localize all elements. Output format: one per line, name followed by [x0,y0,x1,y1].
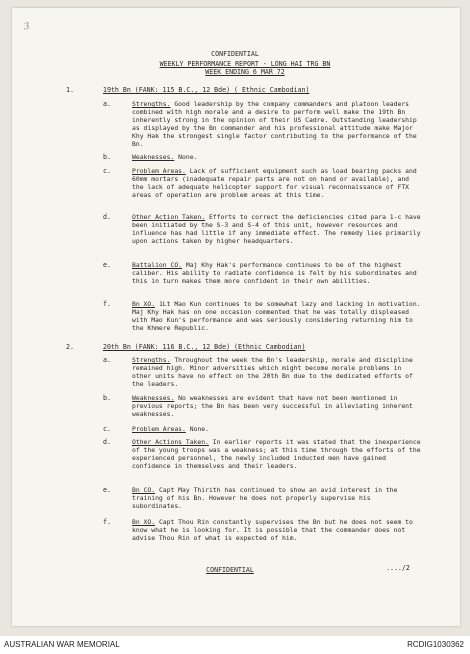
item-title: Other Action Taken. [132,213,206,221]
item-paragraph [132,300,422,332]
archive-footer [0,636,470,654]
item-text: In earlier reports it was stated that the inexperience of the young troops was a weakness; at this time through the efforts of the experienced personnel, the newly included inducted men have gained confidence in themselves and their leaders. [132,438,421,470]
item-label: a. [103,100,111,108]
item-text: Maj Khy Hak's performance continues to be of the highest caliber. His ability to radiate confidence is felt by his subordinates and this in turn makes them more confident in their own abilities. [132,261,417,285]
item-title: Problem Areas. [132,425,186,433]
item-title: Battalion CO. [132,261,183,269]
item-title: Other Actions Taken. [132,438,209,446]
item-title: Strengths. [132,356,171,364]
item-paragraph [132,394,422,418]
item-label: f. [103,518,111,526]
item-text: Capt Thou Rin constantly supervises the Bn but he does not seem to know what he is looking for. It is possible that the commander does not advise Thou Rin of what is expected of him. [132,518,413,542]
classification-header: CONFIDENTIAL [211,50,259,58]
section-number: 2. [66,343,74,351]
item-paragraph [132,213,422,245]
item-paragraph [132,261,422,285]
item-title: Bn XO. [132,300,156,308]
item-paragraph [132,438,422,470]
item-label: e. [103,261,111,269]
item-text: No weaknesses are evident that have not been mentioned in previous reports; the Bn has been very successful in alleviating inherent weaknesses. [132,394,413,418]
item-paragraph [132,356,422,388]
item-text: Efforts to correct the deficiencies cited para 1-c have been initiated by the S-3 and S-4 of this unit, however resources and influence has had little if any immediate effect. The remedy lies primarily upon actions taken by higher headquarters. [132,213,421,245]
item-text: Good leadership by the company commanders and platoon leaders combined with high morale and a desire to perform well make the 19th Bn inherently strong in the opinion of their US Cadre. Outstanding leadership as displayed by the Bn commander and his professional attitude make Major Khy Hak the strongest single factor contributing to the performance of the Bn. [132,100,417,148]
item-text: None. [174,153,198,161]
item-label: f. [103,300,111,308]
item-text: 1Lt Mao Kun continues to be somewhat lazy and lacking in motivation. Maj Khy Hak has on one occasion commented that he was totally displeased with Mao Kun's performance and was seriously considering returning him to the Khmere Republic. [132,300,421,332]
item-text: Throughout the week the Bn's leadership, morale and discipline remained high. Minor adversities which might become morale problems in other units have no effect on the 20th Bn due to the dedicated efforts of the leaders. [132,356,413,388]
page-continuation: ..../2 [386,564,410,572]
item-paragraph [132,518,422,542]
item-label: c. [103,167,111,175]
item-label: d. [103,213,111,221]
item-text: None. [185,425,209,433]
item-text: Capt May Thirith has continued to show an avid interest in the training of his Bn. However he does not properly supervise his subordinates. [132,486,398,510]
pencil-annotation: 3 [23,21,31,33]
item-paragraph [132,425,422,433]
item-paragraph [132,486,422,510]
item-title: Weaknesses. [132,394,175,402]
item-paragraph [132,100,422,148]
item-paragraph [132,167,422,199]
archive-reference: RCDIG1030362 [407,640,464,649]
classification-footer: CONFIDENTIAL [206,566,254,574]
item-paragraph [132,153,422,161]
item-title: Strengths. [132,100,171,108]
section-number: 1. [66,86,74,94]
item-label: b. [103,394,111,402]
report-week: WEEK ENDING 6 MAR 72 [205,68,285,76]
item-title: Problem Areas. [132,167,186,175]
item-label: d. [103,438,111,446]
section-heading: 19th Bn (FANK: 115 B.C., 12 Bde) ( Ethnic Cambodian) [103,86,310,94]
item-title: Bn XO. [132,518,156,526]
section-heading: 20th Bn (FANK: 116 B.C., 12 Bde) (Ethnic Cambodian) [103,343,306,351]
item-text: Lack of sufficient equipment such as load bearing packs and 60mm mortars (inadequate repair parts are not on hand or available), and the lack of adequate helicopter support for visual reconnaissance of FTX areas of operation are problem areas at this time. [132,167,417,199]
item-label: b. [103,153,111,161]
item-label: c. [103,425,111,433]
report-title: WEEKLY PERFORMANCE REPORT - LONG HAI TRG BN [159,60,331,68]
item-title: Weaknesses. [132,153,175,161]
item-title: Bn CO. [132,486,156,494]
item-label: e. [103,486,111,494]
archive-name: AUSTRALIAN WAR MEMORIAL [4,640,120,649]
item-label: a. [103,356,111,364]
